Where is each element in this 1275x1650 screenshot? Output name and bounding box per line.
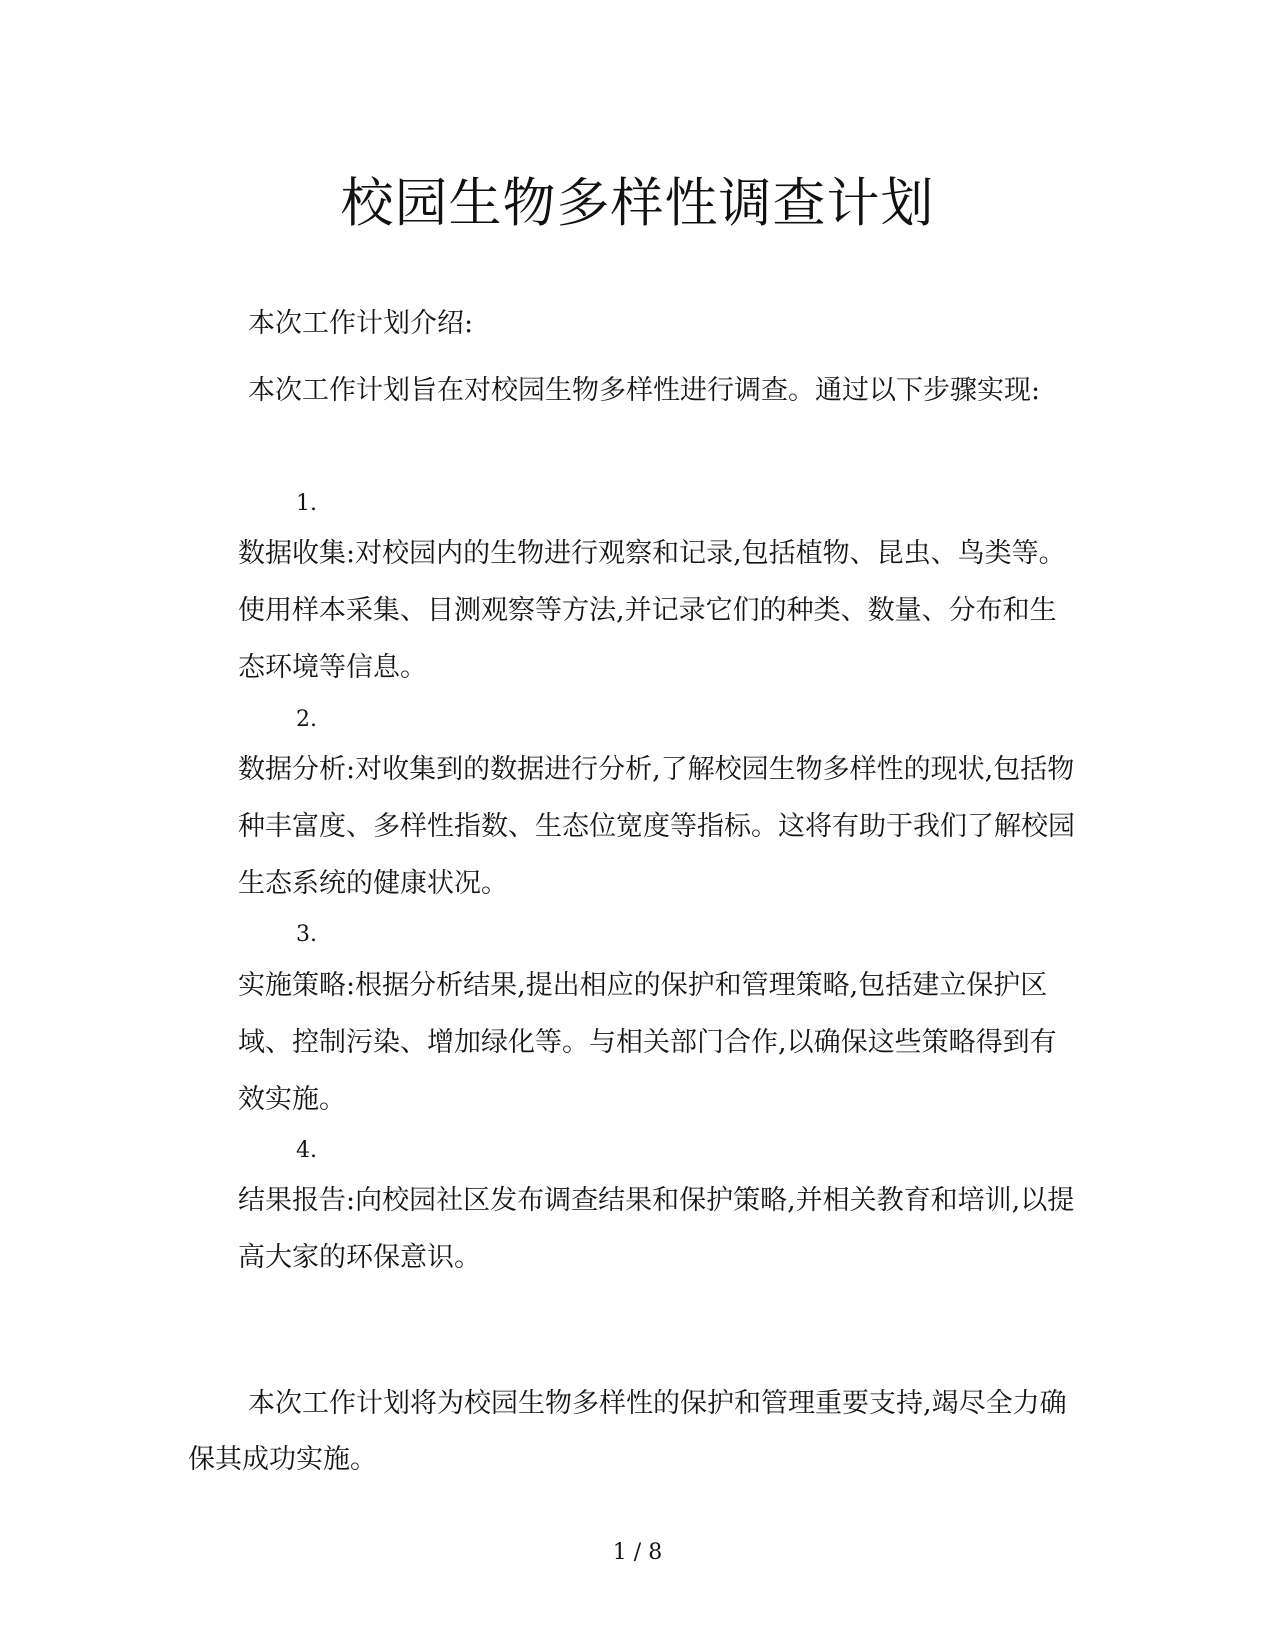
conclusion-paragraph: 本次工作计划将为校园生物多样性的保护和管理重要支持,竭尽全力确保其成功实施。 <box>188 1388 1067 1475</box>
step-4-text: 结果报告:向校园社区发布调查结果和保护策略,并相关教育和培训,以提高大家的环保意识。 <box>238 1185 1075 1273</box>
step-3-text: 实施策略:根据分析结果,提出相应的保护和管理策略,包括建立保护区域、控制污染、增加绿化等。与相关部门合作,以确保这些策略得到有效实施。 <box>238 970 1057 1115</box>
step-1-text: 数据收集:对校园内的生物进行观察和记录,包括植物、昆虫、鸟类等。使用样本采集、目测观察等方法,并记录它们的种类、数量、分布和生态环境等信息。 <box>238 538 1066 683</box>
intro-paragraph: 本次工作计划旨在对校园生物多样性进行调查。通过以下步骤实现: <box>248 375 1041 406</box>
step-3-number: 3. <box>296 922 317 947</box>
step-4-number: 4. <box>296 1138 317 1163</box>
step-1-number: 1. <box>296 491 317 516</box>
page-number: 1 / 8 <box>612 1540 663 1565</box>
intro-heading: 本次工作计划介绍: <box>248 308 474 339</box>
document-title: 校园生物多样性调查计划 <box>340 173 935 234</box>
step-2-text: 数据分析:对收集到的数据进行分析,了解校园生物多样性的现状,包括物种丰富度、多样性指数、生态位宽度等指标。这将有助于我们了解校园生态系统的健康状况。 <box>238 754 1075 899</box>
step-2-number: 2. <box>296 707 317 732</box>
